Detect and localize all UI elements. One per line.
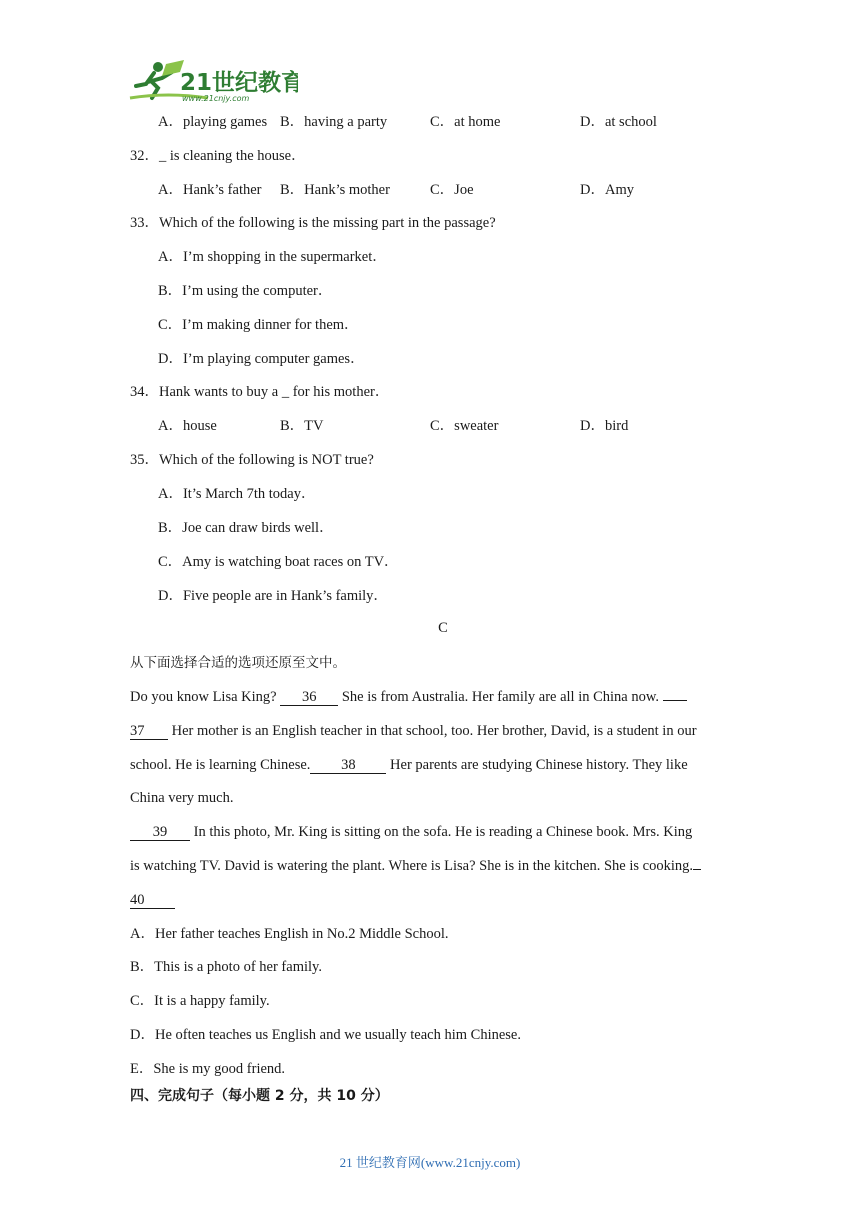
choice-b: B．This is a photo of her family.: [130, 959, 322, 975]
logo-text: 21世纪教育: [180, 70, 298, 96]
blank-40: 40: [130, 892, 175, 909]
passage-line-2: [130, 722, 697, 740]
q32-blank: _: [159, 148, 167, 164]
site-logo: [128, 58, 298, 104]
blank-40-lead: [693, 869, 701, 870]
section-c-heading: C: [438, 620, 448, 636]
runner-logo-icon: [128, 58, 298, 104]
passage-line-5: [130, 823, 692, 841]
q35-option-a: A．It’s March 7th today．: [158, 486, 316, 502]
passage-line-7: [130, 891, 175, 909]
passage-text: In this photo, Mr. King is sitting on the sofa. He is reading a Chinese book. Mrs. King: [190, 824, 693, 840]
q33-option-b: B．I’m using the computer．: [158, 283, 333, 299]
q33-option-c: C．I’m making dinner for them．: [158, 317, 359, 333]
passage-text: Her parents are studying Chinese history. They like: [386, 757, 688, 773]
choice-a: A．Her father teaches English in No.2 Middle School.: [130, 926, 449, 942]
q34-blank: _: [281, 384, 290, 400]
choice-d: D．He often teaches us English and we usually teach him Chinese.: [130, 1027, 521, 1043]
blank-37-lead: [663, 700, 687, 701]
q31-option-c: C．at home: [430, 114, 501, 130]
q35-option-b: B．Joe can draw birds well．: [158, 520, 334, 536]
choice-e: E．She is my good friend.: [130, 1061, 286, 1077]
q31-option-d: D．at school: [580, 114, 657, 130]
page-footer: 21 世纪教育网(www.21cnjy.com): [339, 1155, 521, 1170]
q32-text: is cleaning the house．: [166, 148, 306, 164]
q33-option-a: A．I’m shopping in the supermarket．: [158, 249, 387, 265]
q32-number: 32．: [130, 148, 159, 164]
passage-text: is watching TV. David is watering the plant. Where is Lisa? She is in the kitchen. She is cooking.: [130, 858, 693, 874]
q32-option-d: D．Amy: [580, 182, 634, 198]
passage-line-4: China very much.: [130, 790, 234, 806]
q32-stem: [130, 147, 306, 165]
passage-text: She is from Australia. Her family are all in China now.: [338, 689, 663, 705]
q33-option-d: D．I’m playing computer games．: [158, 351, 365, 367]
q32-option-a: A．Hank’s father: [158, 182, 262, 198]
q34-post: for his mother．: [292, 384, 390, 400]
blank-38: 38: [310, 757, 386, 774]
passage-text: Her mother is an English teacher in that school, too. Her brother, David, is a student in our: [168, 723, 697, 739]
q33-stem: 33．Which of the following is the missing part in the passage?: [130, 215, 496, 231]
blank-37: 37: [130, 723, 168, 740]
q34-option-c: C．sweater: [430, 418, 499, 434]
q35-stem: 35．Which of the following is NOT true?: [130, 452, 374, 468]
q34-option-b: B．TV: [280, 418, 324, 434]
q31-option-a: A．playing games: [158, 114, 268, 130]
q35-option-d: D．Five people are in Hank’s family．: [158, 588, 388, 604]
blank-36: 36: [280, 689, 338, 706]
section-c-instruction: 从下面选择合适的选项还原至文中。: [130, 655, 346, 671]
section-4-heading: 四、完成句子（每小题 2 分，共 10 分）: [130, 1088, 389, 1104]
passage-line-1: [130, 688, 687, 706]
choice-c: C．It is a happy family.: [130, 993, 270, 1009]
q34-option-d: D．bird: [580, 418, 629, 434]
blank-39: 39: [130, 824, 190, 841]
q34-stem: [130, 383, 389, 401]
passage-text: Do you know Lisa King?: [130, 689, 281, 705]
logo-subtext: www.21cnjy.com: [182, 94, 250, 103]
q35-option-c: C．Amy is watching boat races on TV．: [158, 554, 399, 570]
passage-line-3: [130, 756, 688, 774]
q31-option-b: B．having a party: [280, 114, 388, 130]
q32-option-b: B．Hank’s mother: [280, 182, 390, 198]
q34-option-a: A．house: [158, 418, 217, 434]
passage-line-6: [130, 857, 701, 875]
passage-text: school. He is learning Chinese.: [130, 757, 311, 773]
q34-pre: 34．Hank wants to buy a: [130, 384, 282, 400]
q32-option-c: C．Joe: [430, 182, 474, 198]
